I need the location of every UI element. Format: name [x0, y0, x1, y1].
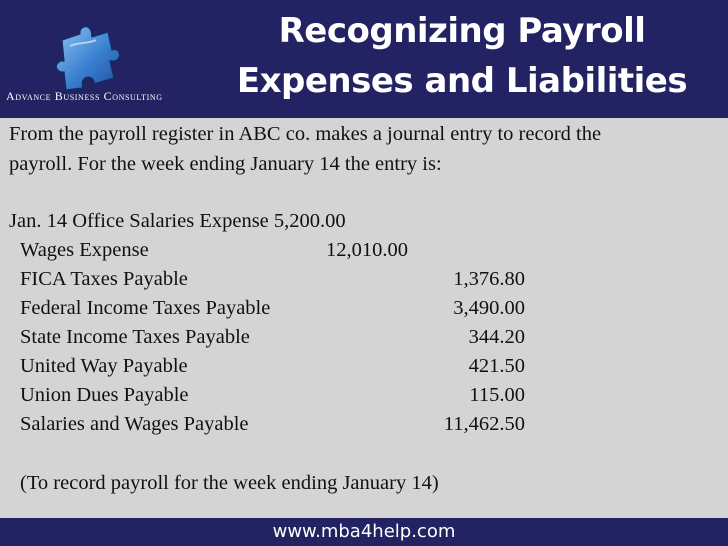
credit-label: Union Dues Payable: [20, 384, 189, 406]
credit-label: Federal Income Taxes Payable: [20, 297, 271, 319]
intro-line-1: From the payroll register in ABC co. makes a journal entry to record the: [9, 123, 602, 145]
footer-url: www.mba4help.com: [272, 521, 456, 542]
company-name: Advance Business Consulting: [6, 89, 163, 103]
credit-amount: 344.20: [468, 326, 525, 348]
credit-label: State Income Taxes Payable: [20, 326, 250, 348]
credit-label: United Way Payable: [20, 355, 188, 377]
debit-label: Wages Expense: [20, 239, 149, 261]
debit-amount: 12,010.00: [326, 239, 408, 261]
header-banner: [0, 0, 728, 118]
credit-amount: 1,376.80: [453, 268, 525, 290]
credit-amount: 115.00: [469, 384, 525, 406]
footer-bar: [0, 518, 728, 546]
credit-amount: 11,462.50: [443, 413, 525, 435]
intro-line-2: payroll. For the week ending January 14 the entry is:: [9, 153, 442, 175]
slide-title: [232, 6, 692, 106]
entry-first-line: Jan. 14 Office Salaries Expense 5,200.00: [9, 210, 346, 232]
credit-label: FICA Taxes Payable: [20, 268, 188, 290]
entry-memo: (To record payroll for the week ending January 14): [20, 472, 439, 494]
title-line-1: Recognizing Payroll: [278, 11, 646, 51]
credit-amount: 3,490.00: [453, 297, 525, 319]
puzzle-logo-icon: [52, 20, 122, 90]
credit-label: Salaries and Wages Payable: [20, 413, 249, 435]
credit-amount: 421.50: [468, 355, 525, 377]
title-line-2: Expenses and Liabilities: [236, 61, 688, 101]
